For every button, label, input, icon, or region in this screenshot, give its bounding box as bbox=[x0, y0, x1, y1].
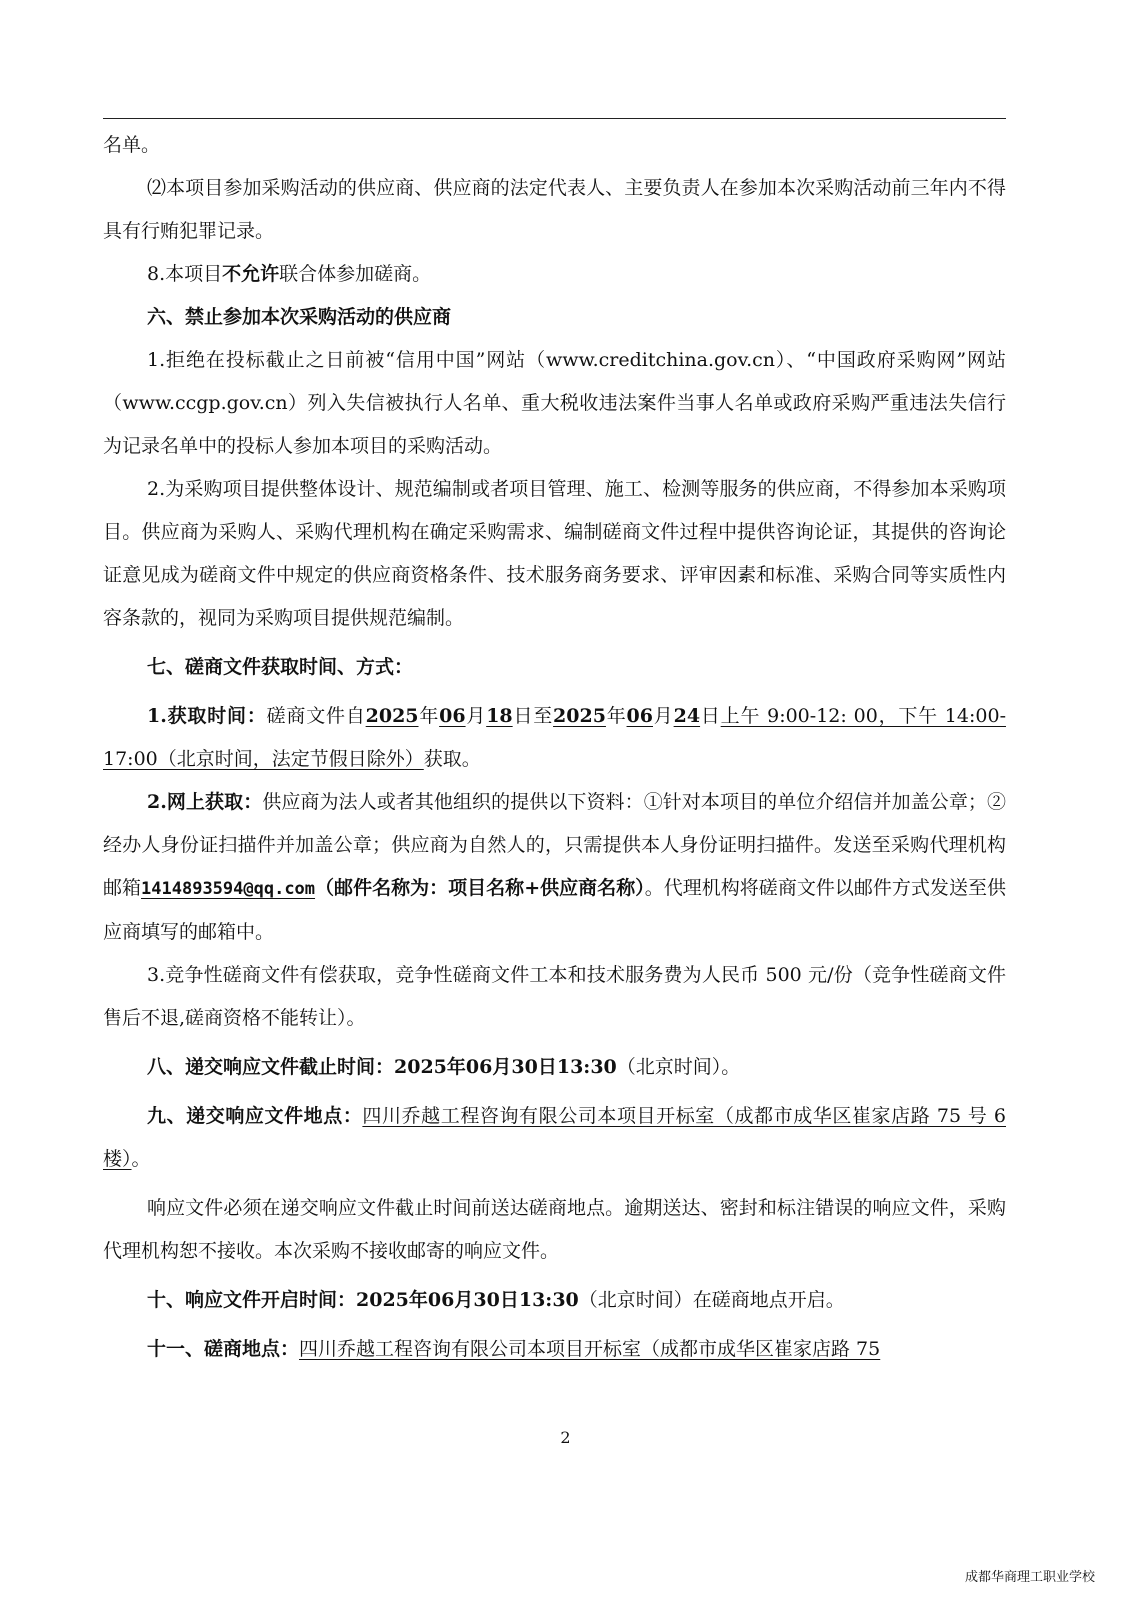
section-6-item-2: 2.为采购项目提供整体设计、规范编制或者项目管理、施工、检测等服务的供应商，不得参加本采购项目。供应商为采购人、采购代理机构在确定采购需求、编制磋商文件过程中提供咨询论证，其提供的咨询论证意见成为磋商文件中规定的供应商资格条件、技术服务商务要求、评审因素和标准、采购合同等实质性内容条款的，视同为采购项目提供规范编制。 bbox=[103, 478, 1006, 629]
section-10: 十、响应文件开启时间：2025年06月30日13:30（北京时间）在磋商地点开启。 bbox=[147, 1289, 845, 1311]
paragraph-list-end: 名单。 bbox=[103, 134, 161, 156]
header-rule bbox=[103, 118, 1006, 119]
section-6-heading: 六、禁止参加本次采购活动的供应商 bbox=[147, 306, 452, 328]
section-9: 九、递交响应文件地点：四川乔越工程咨询有限公司本项目开标室（成都市成华区崔家店路 75 号 6 楼）。 bbox=[103, 1105, 1006, 1170]
section-6-item-1: 1.拒绝在投标截止之日前被“信用中国”网站（www.creditchina.gov.cn）、“中国政府采购网”网站（www.ccgp.gov.cn）列入失信被执行人名单、重大税收违法案件当事人名单或政府采购严重违法失信行为记录名单中的投标人参加本项目的采购活动。 bbox=[103, 349, 1006, 457]
section-9-note: 响应文件必须在递交响应文件截止时间前送达磋商地点。逾期送达、密封和标注错误的响应文件，采购代理机构恕不接收。本次采购不接收邮寄的响应文件。 bbox=[103, 1197, 1006, 1262]
section-7-item-1: 1.获取时间：磋商文件自2025年06月18日至2025年06月24日上午 9:00-12: 00，下午 14:00-17:00（北京时间，法定节假日除外）获取。 bbox=[103, 705, 1006, 770]
paragraph-consortium: 8.本项目不允许联合体参加磋商。 bbox=[147, 263, 432, 285]
section-7-heading: 七、磋商文件获取时间、方式： bbox=[147, 656, 414, 678]
document-body bbox=[103, 124, 1006, 1371]
section-7-item-2: 2.网上获取：供应商为法人或者其他组织的提供以下资料：①针对本项目的单位介绍信并加盖公章；②经办人身份证扫描件并加盖公章；供应商为自然人的，只需提供本人身份证明扫描件。发送至采购代理机构邮箱1414893594@qq.com（邮件名称为：项目名称+供应商名称）。代理机构将磋商文件以邮件方式发送至供应商填写的邮箱中。 bbox=[103, 791, 1006, 943]
section-11: 十一、磋商地点：四川乔越工程咨询有限公司本项目开标室（成都市成华区崔家店路 75 bbox=[147, 1338, 881, 1360]
section-8: 八、递交响应文件截止时间：2025年06月30日13:30（北京时间）。 bbox=[147, 1056, 741, 1078]
section-7-item-3: 3.竞争性磋商文件有偿获取，竞争性磋商文件工本和技术服务费为人民币 500 元/份（竞争性磋商文件售后不退,磋商资格不能转让）。 bbox=[103, 964, 1006, 1029]
email-link[interactable]: 1414893594@qq.com bbox=[141, 879, 316, 899]
footer-watermark: 成都华商理工职业学校 bbox=[964, 1570, 1095, 1585]
paragraph-criminal-record: ⑵本项目参加采购活动的供应商、供应商的法定代表人、主要负责人在参加本次采购活动前三年内不得具有行贿犯罪记录。 bbox=[103, 177, 1006, 242]
page-number: 2 bbox=[560, 1428, 571, 1447]
